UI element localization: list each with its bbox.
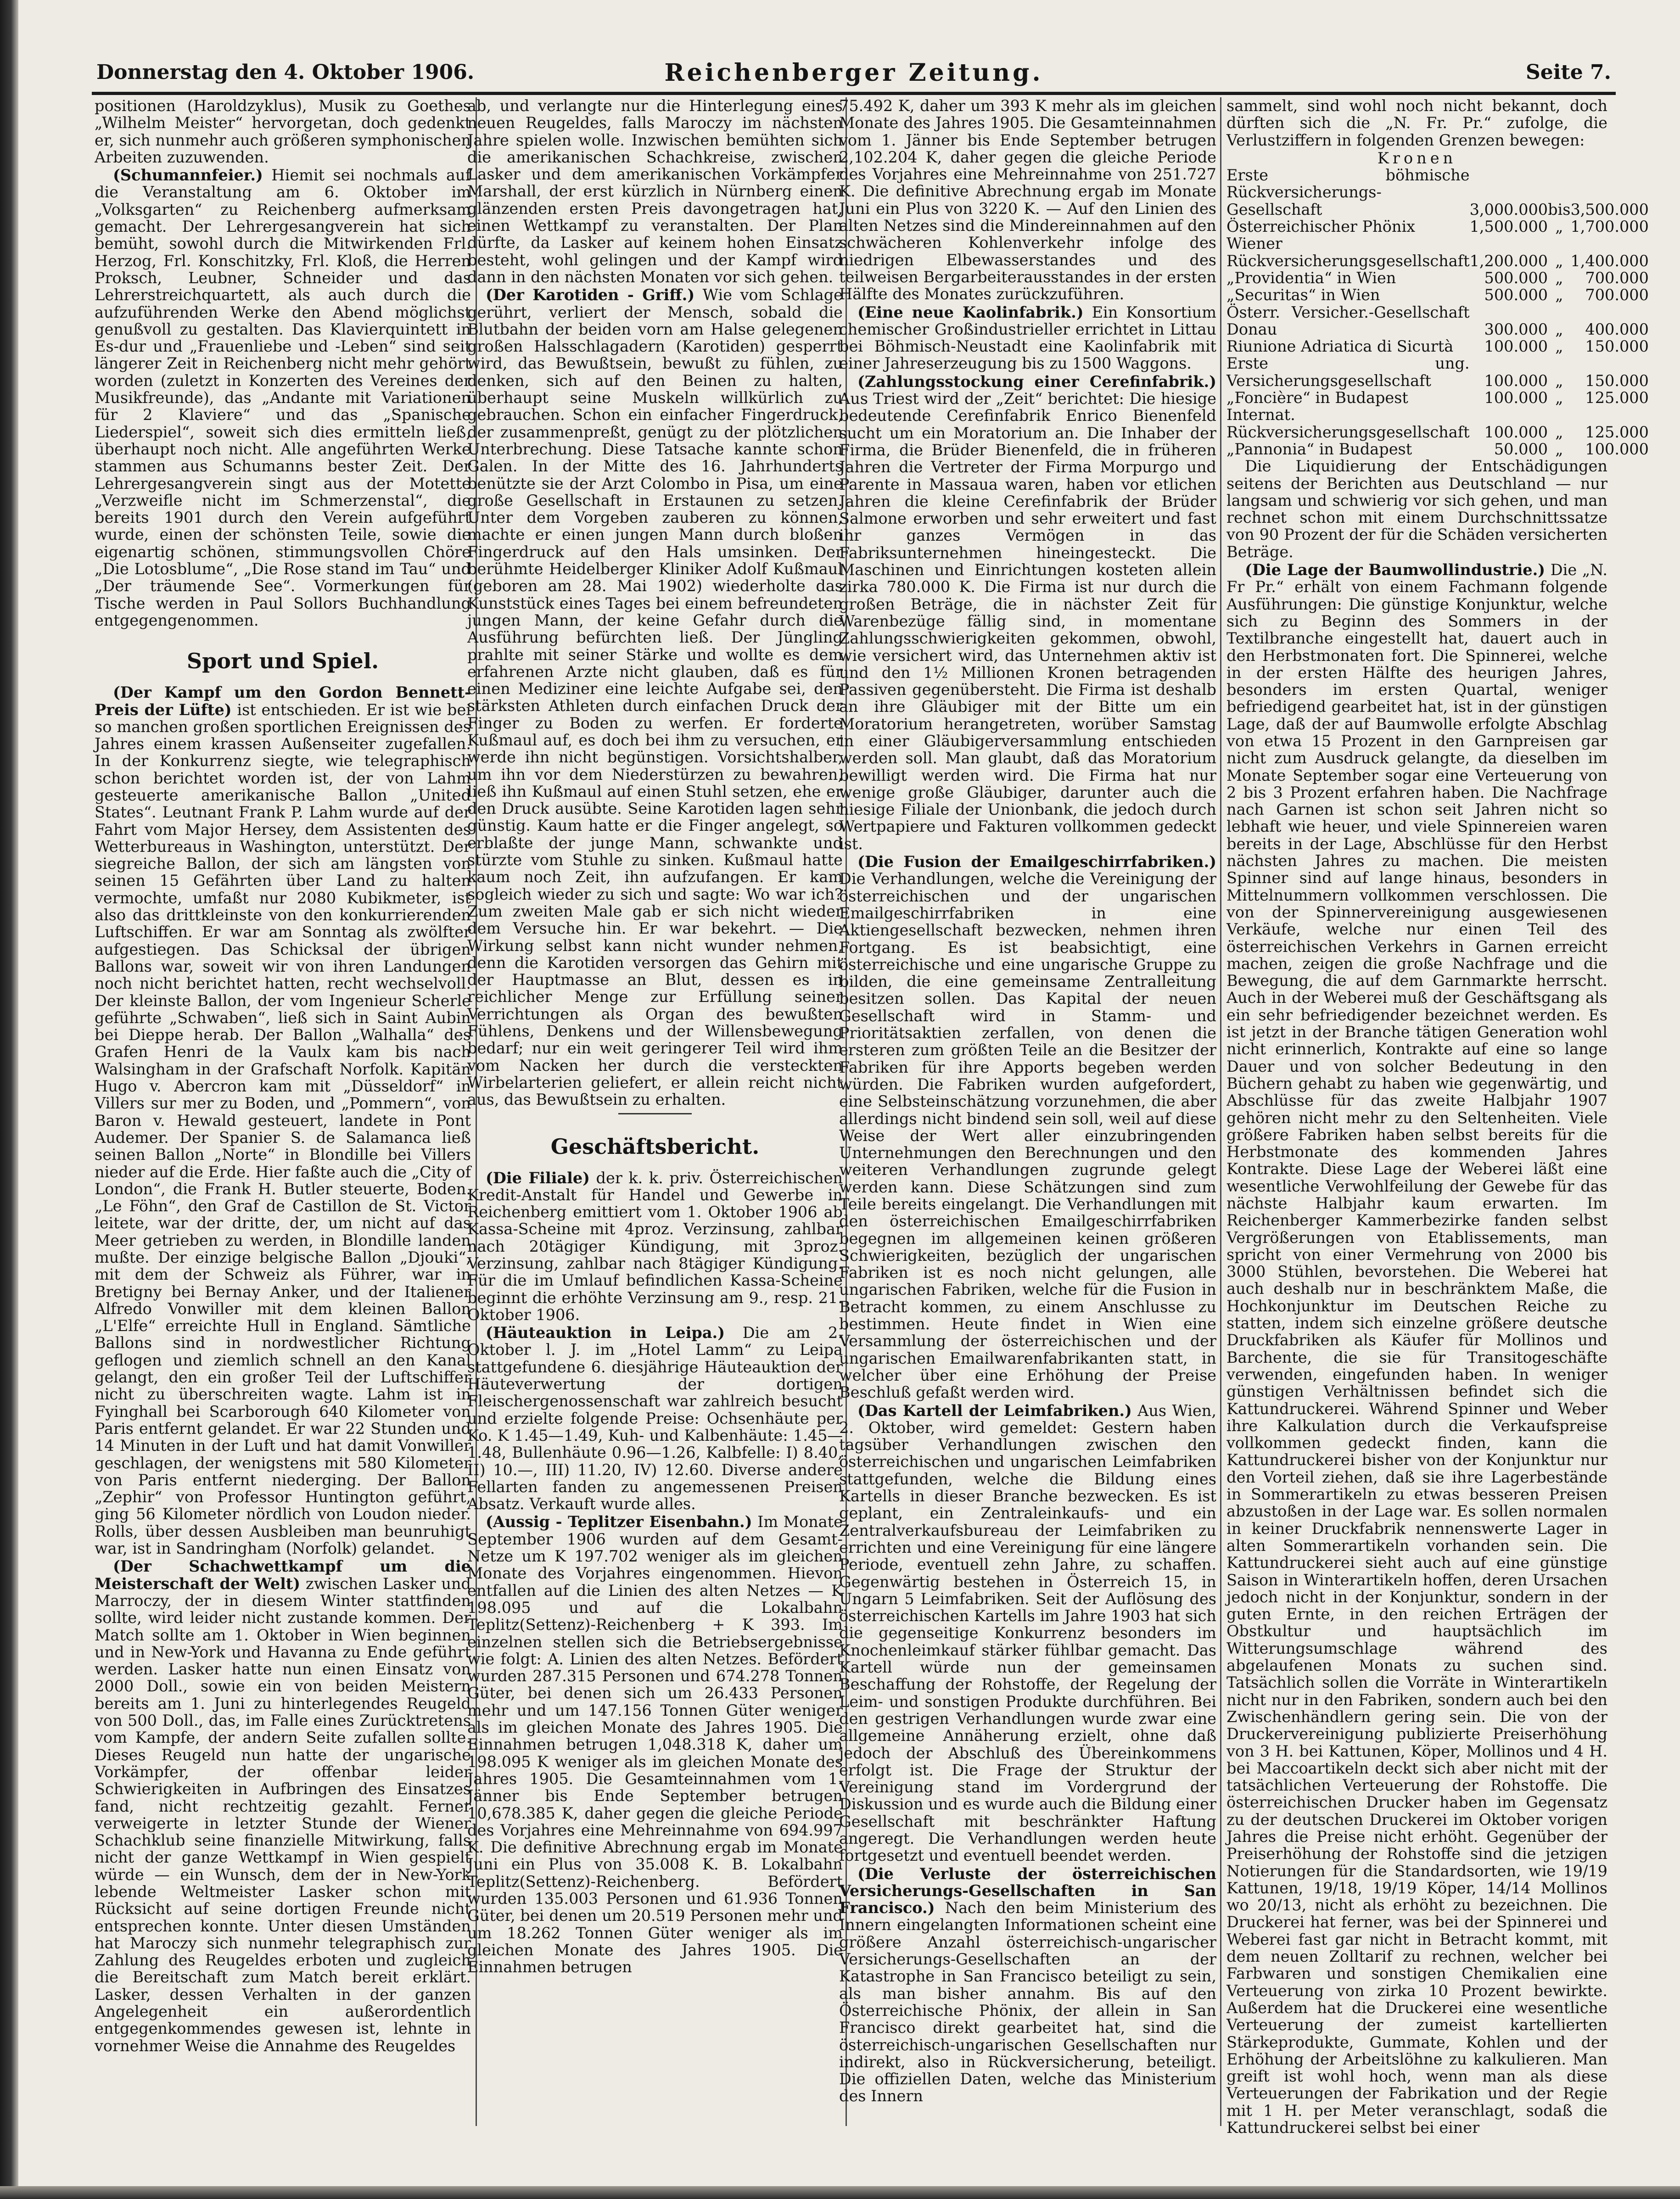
article-paragraph	[95, 1558, 471, 2054]
range-separator: „	[1555, 320, 1563, 338]
company-name: Österr. Versicher.-Gesellschaft Donau	[1226, 303, 1470, 338]
section-heading-sport: Sport und Spiel.	[186, 649, 379, 674]
table-row	[1226, 269, 1649, 286]
article-text: Hiemit sei nochmals auf die Veranstaltung am 6. Oktober im „Volksgarten“ zu Reichenberg aufmerksam gemacht. Der Lehrergesangverein hat sich bemüht, sowohl durch die Mitwirkenden Frl. Herzog, Frl. Konschitzky, Frl. Kloß, die Herren Proksch, Leubner, Schneider und das Lehrerstreichquartett, als auch durch die aufzuführenden Werke den Abend möglichst genußvoll zu gestalten. Das Klavierquintett in Es-dur und „Frauenliebe und -Leben“ sind seit längerer Zeit in Reichenberg nicht mehr gehört worden (zuletzt in Konzerten des Vereines der Musikfreunde), das „Andante mit Variationen für 2 Klaviere“ und das „Spanische Liederspiel“, soweit sich dies ermitteln ließ, überhaupt noch nicht. Alle angeführten Werke stammen aus Schumanns bester Zeit. Der Lehrergesangverein singt aus der Motette „Verzweifle nicht im Schmerzenstal“, die bereits 1901 durch den Verein aufgeführt wurde, einen der schönsten Teile, sowie die eigenartig schönen, stimmungsvollen Chöre „Die Lotosblume“, „Die Rose stand im Tau“ und „Der träumende See“. Vormerkungen für Tische werden in Paul Sollors Buchhandlung entgegengenommen.	[95, 166, 471, 629]
table-row	[1226, 441, 1649, 458]
column-2	[467, 97, 843, 2126]
separator-rule	[618, 1113, 692, 1114]
article-paragraph	[839, 373, 1216, 852]
insurance-loss-table	[1226, 167, 1649, 458]
column-4	[1226, 97, 1649, 2137]
company-name: Wiener Rückversicherungsgesellschaft	[1226, 235, 1470, 270]
table-row	[1226, 338, 1649, 355]
article-heading: (Schumannfeier.)	[113, 166, 263, 185]
table-row	[1226, 218, 1649, 235]
article-heading: (Eine neue Kaolinfabrik.)	[857, 303, 1084, 321]
company-name: Erste ung. Versicherungsgesellschaft	[1226, 354, 1470, 390]
range-separator: „	[1555, 440, 1563, 458]
column-3	[839, 97, 1216, 2126]
company-name: „Providentia“ in Wien	[1226, 269, 1396, 287]
range-separator: „	[1555, 218, 1563, 236]
table-header-kronen: Kronen	[1377, 149, 1457, 167]
scan-edge-left	[0, 0, 18, 2199]
range-separator: „	[1555, 252, 1563, 270]
loss-from: 1,500.000	[1469, 218, 1548, 236]
loss-to: 1,400.000	[1570, 252, 1649, 270]
loss-to: 100.000	[1585, 440, 1649, 458]
article-heading: (Der Kampf um den Gordon Bennett-Preis der Lüfte)	[95, 683, 471, 719]
header-rule	[92, 92, 1616, 95]
header-date: Donnerstag den 4. Oktober 1906.	[96, 61, 475, 84]
article-text: Im Monate September 1906 wurden auf dem Gesamt-Netze um K 197.702 weniger als im gleichen Monate des Vorjahres eingenommen. Hievon entfallen auf die Linien des alten Netzes — K 198.095 und auf die Lokalbahn Teplitz(Settenz)-Reichenberg + K 393. Im einzelnen stellen sich die Betriebsergebnisse wie folgt: A. Linien des alten Netzes. Befördert wurden 287.315 Personen und 674.278 Tonnen Güter, bei denen sich um 26.433 Personen mehr und um 147.156 Tonnen Güter weniger als im gleichen Monate des Jahres 1905. Die Einnahmen betrugen 1,048.318 K, daher um 198.095 K weniger als im gleichen Monate des Jahres 1905. Die Gesamteinnahmen vom 1. Jänner bis Ende September betrugen 10,678.385 K, daher gegen die gleiche Periode des Vorjahres eine Mehreinnahme von 694.997 K. Die definitive Abrechnung ergab im Monate Juni ein Plus von 35.008 K. B. Lokalbahn Teplitz(Settenz)-Reichenberg. Befördert wurden 135.003 Personen und 61.936 Tonnen Güter, bei denen um 20.519 Personen mehr und um 18.262 Tonnen Güter weniger als im gleichen Monate des Jahres 1905. Die Einnahmen betrugen	[467, 1513, 843, 1976]
column-rule	[1220, 97, 1221, 2126]
loss-to: 1,700.000	[1570, 218, 1649, 236]
loss-to: 150.000	[1585, 371, 1649, 390]
loss-to: 700.000	[1585, 286, 1649, 304]
loss-to: 700.000	[1585, 269, 1649, 287]
article-heading: (Zahlungsstockung einer Cerefinfabrik.)	[857, 372, 1216, 391]
loss-to: 125.000	[1585, 423, 1649, 441]
article-heading: (Das Kartell der Leimfabriken.)	[857, 1401, 1132, 1420]
article-paragraph	[839, 1402, 1216, 1864]
table-row	[1226, 406, 1649, 441]
article-text: sammelt, sind wohl noch nicht bekannt, doch dürften sich die „N. Fr. Pr.“ zufolge, die Verlustziffern in folgenden Grenzen bewegen:	[1226, 97, 1607, 149]
column-1	[95, 97, 471, 2126]
article-text: Die am 2. Oktober l. J. im „Hotel Lamm“ zu Leipa stattgefundene 6. diesjährige Häuteauktion der Häuteverwertung der dortigen Fleischergenossenschaft war zahlreich besucht und erzielte folgende Preise: Ochsenhäute per Ko. K 1.45—1.49, Kuh- und Kalbenhäute: 1.45—1.48, Bullenhäute 0.96—1.26, Kalbfelle: I) 8.40, II) 10.—, III) 11.20, IV) 12.60. Diverse andere Fellarten fanden zu angemessenen Preisen Absatz. Verkauft wurde alles.	[467, 1324, 843, 1513]
section-heading-business: Geschäftsbericht.	[550, 1134, 760, 1159]
article-heading: (Die Lage der Baumwollindustrie.)	[1245, 561, 1546, 579]
range-separator: „	[1555, 371, 1563, 390]
article-text: positionen (Haroldzyklus), Musik zu Goethes „Wilhelm Meister“ hervorgetan, doch gedenkt er, sich nunmehr auch größeren symphonischen Arbeiten zuzuwenden.	[95, 97, 471, 166]
article-text: Die „N. Fr Pr.“ erhält von einem Fachmann folgende Ausführungen: Die günstige Konjunktur, welche sich zu Beginn des Sommers in der Textilbranche eingestellt hat, dauert auch in den Herbstmonaten fort. Die Spinnerei, welche in der ersten Hälfte des heurigen Jahres, besonders im ersten Quartal, weniger befriedigend gearbeitet hat, ist in der günstigen Lage, daß der auf Baumwolle erfolgte Abschlag von etwa 15 Prozent in den Garnpreisen gar nicht zum Ausdruck gelangte, da dieselben im Monate September sogar eine Verteuerung von 2 bis 3 Prozent erfahren haben. Die Nachfrage nach Garnen ist schon seit Jahren nicht so lebhaft wie heuer, und viele Spinnereien waren bereits in der Lage, Abschlüsse für den Herbst nächsten Jahres zu machen. Die meisten Spinner sind auf lange hinaus, besonders in Mittelnummern vollkommen verschlossen. Die von der Spinnervereinigung ausgewiesenen Verkäufe, welche nur einen Teil des österreichischen Verkehrs in Garnen erreicht machen, zeigen die große Nachfrage und die Bewegung, die auf dem Garnmarkte herrscht. Auch in der Weberei muß der Geschäftsgang als ein sehr befriedigender bezeichnet werden. Es ist jetzt in der Branche tätigen Generation wohl nicht erinnerlich, Kontrakte auf eine so lange Dauer und von solcher Bedeutung in den Büchern gehabt zu haben wie gegenwärtig, und Abschlüsse für das zweite Halbjahr 1907 gehören nicht mehr zu den Seltenheiten. Viele größere Fabriken haben selbst bereits für die Herbstmonate des kommenden Jahres Kontrakte. Diese Lage der Weberei läßt eine wesentliche Verwohlfeilung der Gewebe für das nächste Halbjahr kaum erwarten. Im Reichenberger Kammerbezirke fanden selbst Vergrößerungen von Etablissements, man spricht von einer Vermehrung von 2000 bis 3000 Stühlen, bevorstehen. Die Weberei hat auch deshalb nur in beschränktem Maße, die Hochkonjunktur im Deutschen Reiche zu statten, indem sich einzelne größere deutsche Druckfabriken als Käufer für Mollinos und Barchente, die sie für Transitogeschäfte verwenden, eingefunden haben. In weniger günstigen Verhältnissen befindet sich die Kattundruckerei. Während Spinner und Weber ihre Kalkulation durch die Verkaufspreise vollkommen gedeckt finden, kann die Kattundruckerei bisher von der Konjunktur nur den Vorteil ziehen, daß sie ihre Lagerbestände in Sommerartikeln zu etwas besseren Preisen abzustoßen in der Lage war. Es sollen normalen in keiner Druckfabrik nennenswerte Lager in alten Sommerartikeln vorhanden sein. Die Kattundruckerei sieht auch auf eine günstige Saison in Winterartikeln hoffen, deren Ursachen jedoch nicht in der Konjunktur, sondern in der guten Ernte, in den reichen Erträgen der Obstkultur und hauptsächlich im Witterungsumschlage während des abgelaufenen Monats zu suchen sind. Tatsächlich sollen die Vorräte in Winterartikeln nicht nur in den Fabriken, sondern auch bei den Zwischenhändlern gering sein. Die von der Druckervereinigung publizierte Preiserhöhung von 3 H. bei Kattunen, Köper, Mollinos und 4 H. bei Maccoartikeln deckt sich aber nicht mit der tatsächlichen Verteuerung der Rohstoffe. Die österreichischen Drucker haben im Gegensatz zu der deutschen Druckerei im Oktober vorigen Jahres die Preise nicht erhöht. Gegenüber der Preiserhöhung der Rohstoffe sind die jetzigen Notierungen für die Standardsorten, wie 19/19 Kattunen, 19/18, 19/19 Köper, 14/14 Mollinos wo 20/13, nicht als erhöht zu bezeichnen. Die Druckerei hat ferner, was bei der Spinnerei und Weberei fast gar nicht in Betracht kommt, mit dem neuen Zolltarif zu rechnen, welcher bei Farbwaren und sonstigen Chemikalien eine Verteuerung von zirka 10 Prozent bewirkte. Außerdem hat die Druckerei eine wesentliche Verteuerung der zumeist kartellierten Stärkeprodukte, Gummate, Kohlen und der Erhöhung der Arbeitslöhne zu kalkulieren. Man greift ist wohl hoch, wenn man als diese Verteuerungen der Fabrikation und der Regie mit 1 H. per Meter veranschlagt, sodaß die Kattundruckerei selbst bei einer	[1226, 561, 1607, 2137]
loss-from: 100.000	[1484, 423, 1548, 441]
article-text: ist entschieden. Er ist wie bei so manchen großen sportlichen Ereignissen des Jahres einem krassen Außenseiter zugefallen. In der Konkurrenz siegte, wie telegraphisch schon berichtet worden ist, der von Lahm gesteuerte amerikanische Ballon „United States“. Leutnant Frank P. Lahm wurde auf der Fahrt vom Major Hersey, dem Assistenten des Wetterbureaus in Washington, unterstützt. Der siegreiche Ballon, der sich am längsten von seinen 15 Gefährten über Land zu halten vermochte, umfaßt nur 2080 Kubikmeter, ist also das drittkleinste von den konkurrierenden Luftschiffen. Er war am Sonntag als zwölfter aufgestiegen. Das Schicksal der übrigen Ballons war, soweit wir von ihren Landungen noch nicht berichtet hatten, recht wechselvoll. Der kleinste Ballon, der vom Ingenieur Scherle geführte „Schwaben“, ließ sich in Saint Aubin bei Dieppe herab. Der Ballon „Walhalla“ des Grafen Henri de la Vaulx kam bis nach Walsingham in der Grafschaft Norfolk. Kapitän Hugo v. Abercron kam mit „Düsseldorf“ in Villers sur mer zu Boden, und „Pommern“, von Baron v. Hewald gesteuert, landete in Pont Audemer. Der Spanier S. de Salamanca ließ seinen Ballon „Norte“ in Blondille bei Villers nieder auf die Erde. Hier faßte auch die „City of London“, die Frank H. Butler steuerte, Boden. „Le Föhn“, den Graf de Castillon de St. Victor leitete, war der dritte, der, um nicht auf das Meer getrieben zu werden, in Blondille landen mußte. Der einzige belgische Ballon „Djouki“, mit dem der Schweiz als Führer, war in Bretigny bei Bernay Anker, und der Italiener Alfredo Vonwiller mit dem kleinen Ballon „L'Elfe“ erreichte Hull in England. Sämtliche Ballons sind in nordwestlicher Richtung geflogen und ziemlich schnell an den Kanal gelangt, den ein großer Teil der Luftschiffer nicht zu überschreiten wagte. Lahm ist in Fyinghall bei Scarborough 640 Kilometer von Paris entfernt gelandet. Er war 22 Stunden und 14 Minuten in der Luft und hat damit Vonwiller geschlagen, der wenigstens mit 580 Kilometer von Paris entfernt niederging. Der Ballon „Zephir“ von Professor Huntington geführt, ging 56 Kilometer nördlich von Loudon nieder. Rolls, über dessen Ausbleiben man beunruhigt war, ist in Sandringham (Norfolk) gelandet.	[95, 700, 471, 1558]
article-text: 75.492 K, daher um 393 K mehr als im gleichen Monate des Jahres 1905. Die Gesamteinnahmen vom 1. Jänner bis Ende September betrugen 2,102.204 K, daher gegen die gleiche Periode des Vorjahres eine Mehreinnahme von 251.727 K. Die definitive Abrechnung ergab im Monate Juni ein Plus von 3220 K. — Auf den Linien des alten Netzes sind die Mindereinnahmen auf den schwächeren Kohlenverkehr infolge des niedrigen Elbewasserstandes und des teilweisen Bergarbeiterausstandes in der ersten Hälfte des Monates zurückzuführen.	[839, 97, 1216, 303]
newspaper-title: Reichenberger Zeitung.	[664, 59, 1043, 87]
loss-to: 125.000	[1585, 389, 1649, 407]
article-heading: (Häuteauktion in Leipa.)	[486, 1324, 725, 1342]
article-text: Die Liquidierung der Entschädigungen seitens der Berichten aus Deutschland — nur langsam und schwierig vor sich gehen, und man rechnet schon mit einem Durchschnittssatze von 90 Prozent der für die Schäden versicherten Beträge.	[1226, 457, 1607, 561]
table-row	[1226, 286, 1649, 303]
article-text: Aus Triest wird der „Zeit“ berichtet: Die hiesige bedeutende Cerefinfabrik Enrico Bienenfeld sucht um ein Moratorium an. Die Inhaber der Firma, die Brüder Bienenfeld, die in früheren Jahren die Vertreter der Firma Morpurgo und Parente in Massaua waren, haben vor etlichen Jahren die kleine Cerefinfabrik der Brüder Salmone erworben und sehr erweitert und fast ihr ganzes Vermögen in das Fabriksunternehmen hineingesteckt. Die Maschinen und Einrichtungen kosteten allein zirka 780.000 K. Die Firma ist nur durch die großen Beträge, die in nächster Zeit für Warenbezüge fällig sind, in momentane Zahlungsschwierigkeiten gekommen, obwohl, wie versichert wird, das Unternehmen aktiv ist und den 1½ Millionen Kronen betragenden Passiven gegenübersteht. Die Firma ist deshalb an ihre Gläubiger mit der Bitte um ein Moratorium herangetreten, worüber Samstag in einer Gläubigerversammlung entschieden werden soll. Man glaubt, daß das Moratorium bewilligt werden wird. Die Firma hat nur wenige große Gläubiger, darunter auch die hiesige Filiale der Unionbank, die jedoch durch Wertpapiere und Fakturen vollkommen gedeckt ist.	[839, 390, 1216, 853]
loss-from: 100.000	[1484, 389, 1548, 407]
range-separator: „	[1555, 423, 1563, 441]
table-row	[1226, 355, 1649, 389]
article-paragraph	[467, 1169, 843, 1324]
range-separator: „	[1555, 269, 1563, 287]
company-name: „Foncière“ in Budapest	[1226, 389, 1408, 407]
company-name: Internat. Rückversicherungsgesellschaft	[1226, 406, 1470, 441]
article-paragraph	[467, 286, 843, 1108]
loss-from: 3,000.000	[1469, 200, 1548, 218]
company-name: „Securitas“ in Wien	[1226, 286, 1380, 304]
loss-from: 100.000	[1484, 371, 1548, 390]
loss-to: 400.000	[1585, 320, 1649, 338]
range-separator: „	[1555, 337, 1563, 356]
loss-from: 100.000	[1484, 337, 1548, 356]
range-separator: bis	[1548, 200, 1571, 218]
article-text: Ein Konsortium chemischer Großindustrieller errichtet in Littau bei Böhmisch-Neustadt eine Kaolinfabrik mit einer Jahreserzeugung bis zu 1500 Waggons.	[839, 303, 1216, 373]
loss-to: 150.000	[1585, 337, 1649, 356]
company-name: „Pannonia“ in Budapest	[1226, 440, 1412, 458]
page-header	[96, 59, 1611, 95]
article-paragraph	[467, 1513, 843, 1975]
table-row	[1226, 304, 1649, 338]
loss-from: 500.000	[1484, 286, 1548, 304]
company-name: Riunione Adriatica di Sicurtà	[1226, 337, 1454, 356]
article-heading: (Die Verluste der österreichischen Versicherungs-Gesellschaften in San Francisco.)	[839, 1864, 1216, 1917]
loss-from: 300.000	[1484, 320, 1548, 338]
article-heading: (Der Schachwettkampf um die Meisterschaft der Welt)	[95, 1557, 471, 1593]
table-row	[1226, 389, 1649, 406]
loss-from: 500.000	[1484, 269, 1548, 287]
article-paragraph	[1226, 561, 1607, 2136]
page-number: Seite 7.	[1525, 61, 1611, 84]
article-paragraph	[839, 853, 1216, 1401]
article-text: Die Verhandlungen, welche die Vereinigung der österreichischen und der ungarischen Emailgeschirrfabriken in eine Aktiengesellschaft bezwecken, nehmen ihren Fortgang. Es ist beabsichtigt, eine österreichische und eine ungarische Gruppe zu bilden, die eine gemeinsame Zentralleitung besitzen sollen. Das Kapital der neuen Gesellschaft wird in Stamm- und Prioritätsaktien zerfallen, von denen die ersteren zum größten Teile an die Besitzer der Fabriken für ihre Apports begeben werden würden. Die Fabriken wurden aufgefordert, eine Selbsteinschätzung vorzunehmen, die aber allerdings nicht bindend sein soll, weil auf diese Weise der Wert aller einzubringenden Unternehmungen den Berechnungen und den weiteren Verhandlungen zugrunde gelegt werden kann. Diese Schätzungen sind zum Teile bereits eingelangt. Die Verhandlungen mit den österreichischen Emailgeschirrfabriken begegnen im allgemeinen keinen größeren Schwierigkeiten, bezüglich der ungarischen Fabriken ist es noch nicht gelungen, alle ungarischen Fabriken, welche für die Fusion in Betracht kommen, zu einem Anschlusse zu bestimmen. Heute findet in Wien eine Versammlung der österreichischen und der ungarischen Emailwarenfabrikanten statt, in welcher über eine Erhöhung der Preise Beschluß gefaßt werden wird.	[839, 870, 1216, 1402]
article-paragraph	[95, 684, 471, 1557]
article-heading: (Die Fusion der Emailgeschirrfabriken.)	[857, 853, 1216, 871]
scan-edge-bottom	[0, 2186, 1680, 2199]
article-heading: (Die Filiale)	[486, 1169, 590, 1187]
article-paragraph	[467, 1324, 843, 1512]
article-text: der k. k. priv. Österreichischen Kredit-Anstalt für Handel und Gewerbe in Reichenberg emittiert vom 1. Oktober 1906 ab Kassa-Scheine mit 4proz. Verzinsung, zahlbar nach 20tägiger Kündigung, mit 3proz. Verzinsung, zahlbar nach 8tägiger Kündigung. Für die im Umlauf befindlichen Kassa-Scheine beginnt die erhöhte Verzinsung am 9., resp. 21. Oktober 1906.	[467, 1169, 843, 1324]
article-paragraph	[839, 1865, 1216, 2105]
article-paragraph	[95, 167, 471, 629]
company-name: Erste böhmische Rückversicherungs-Gesellschaft	[1226, 166, 1470, 218]
article-text: Nach den beim Ministerium des Innern eingelangten Informationen scheint eine größere Anzahl österreichisch-ungarischer Versicherungs-Gesellschaften an der Katastrophe in San Francisco beteiligt zu sein, als man bisher annahm. Bis auf den Österreichische Phönix, der allein in San Francisco direkt gearbeitet hat, sind die österreichisch-ungarischen Gesellschaften nur indirekt, also in Rückversicherung, beteiligt. Die offiziellen Daten, welche das Ministerium des Innern	[839, 1899, 1216, 2105]
loss-from: 1,200.000	[1469, 252, 1548, 270]
article-text: ab, und verlangte nur die Hinterlegung eines neuen Reugeldes, falls Maroczy im nächsten Jahre spielen wolle. Inzwischen bemühten sich die amerikanischen Schachkreise, zwischen Lasker und dem amerikanischen Vorkämpfer Marshall, der erst kürzlich in Nürnberg einen glänzenden ersten Preis davongetragen hat, einen Wettkampf zu veranstalten. Der Plan dürfte, da Lasker auf keinem hohen Einsatz besteht, wohl gelingen und der Kampf wird dann in den nächsten Monaten vor sich gehen.	[467, 97, 843, 286]
range-separator: „	[1555, 389, 1563, 407]
article-paragraph	[839, 304, 1216, 372]
article-text: Aus Wien, 2. Oktober, wird gemeldet: Gestern haben tagsüber Verhandlungen zwischen den österreichischen und ungarischen Leimfabriken stattgefunden, welche die Bildung eines Kartells in dieser Branche bezwecken. Es ist geplant, ein Zentraleinkaufs- und ein Zentralverkaufsbureau der Leimfabriken zu errichten und eine Vereinigung für eine längere Periode, eventuell zehn Jahre, zu schaffen. Gegenwärtig bestehen in Österreich 15, in Ungarn 5 Leimfabriken. Seit der Auflösung des österreichischen Kartells im Jahre 1903 hat sich die gegenseitige Konkurrenz besonders im Knochenleimkauf stärker fühlbar gemacht. Das Kartell würde nun der gemeinsamen Beschaffung der Rohstoffe, der Regelung der Leim- und sonstigen Produkte durchführen. Bei den gestrigen Verhandlungen wurde zwar eine allgemeine Annäherung erzielt, ohne daß jedoch der Abschluß des Übereinkommens erfolgt ist. Die Frage der Struktur der Vereinigung stand im Vordergrund der Diskussion und es wurde auch die Bildung einer Gesellschaft mit beschränkter Haftung angeregt. Die Verhandlungen werden heute fortgesetzt und eventuell beendet werden.	[839, 1401, 1216, 1865]
table-row	[1226, 167, 1649, 218]
article-text: Wie vom Schlage gerührt, verliert der Mensch, sobald die Blutbahn der beiden vorn am Halse gelegenen großen Halsschlagadern (Karotiden) gesperrt wird, das Bewußtsein, bewußt zu fühlen, zu denken, sich auf den Beinen zu halten, überhaupt seine Muskeln willkürlich zu gebrauchen. Schon ein einfacher Fingerdruck, der zusammenpreßt, genügt zu der plötzlichen Unterbrechung. Diese Tatsache kannte schon Galen. In der Mitte des 16. Jahrhunderts benützte sie der Arzt Colombo in Pisa, um eine große Gesellschaft in Erstaunen zu setzen. Unter dem Vorgeben zauberen zu können, machte er einen jungen Mann durch bloßen Fingerdruck auf den Hals umsinken. Der berühmte Heidelberger Kliniker Adolf Kußmaul (geboren am 28. Mai 1902) wiederholte das Kunststück eines Tages bei einem befreundeten jungen Mann, der keine Gefahr durch die Ausführung befürchten ließ. Der Jüngling prahlte mit seiner Stärke und wollte es dem erfahrenen Arzte nicht glauben, daß es für einen Mediziner eine leichte Aufgabe sei, den stärksten Athleten durch einfachen Druck der Finger zu Boden zu werfen. Er forderte Kußmaul auf, es doch bei ihm zu versuchen, er werde ihn nicht begünstigen. Vorsichtshalber, um ihn vor dem Niederstürzen zu bewahren, ließ ihn Kußmaul auf einen Stuhl setzen, ehe er den Druck ausübte. Seine Karotiden lagen sehr günstig. Kaum hatte er die Finger angelegt, so erblaßte der junge Mann, schwankte und stürzte vom Stuhle zu sinken. Kußmaul hatte kaum noch Zeit, ihn aufzufangen. Er kam sogleich wieder zu sich und sagte: Wo war ich? Zum zweiten Male gab er sich nicht wieder dem Versuche hin. Er war bekehrt. — Die Wirkung selbst kann nicht wunder nehmen, denn die Karotiden versorgen das Gehirn mit der Hauptmasse an Blut, dessen es in reichlicher Menge zur Erfüllung seiner Verrichtungen als Organ des bewußten Fühlens, Denkens und der Willensbewegung bedarf; nur ein weit geringerer Teil wird ihm vom Nacken her durch die versteckten Wirbelarterien geliefert, er allein reicht nicht aus, das Bewußtsein zu erhalten.	[467, 286, 843, 1109]
article-heading: (Der Karotiden - Griff.)	[486, 286, 695, 304]
range-separator: „	[1555, 286, 1563, 304]
loss-to: 3,500.000	[1570, 200, 1649, 218]
table-row	[1226, 235, 1649, 269]
loss-from: 50.000	[1494, 440, 1548, 458]
article-heading: (Aussig - Teplitzer Eisenbahn.)	[486, 1513, 752, 1531]
article-text: zwischen Lasker und Marroczy, der in diesem Winter stattfinden sollte, wird leider nicht zustande kommen. Der Match sollte am 1. Oktober in Wien beginnen und in New-York und Havanna zu Ende geführt werden. Lasker hatte nun einen Einsatz von 2000 Doll., sowie ein von beiden Meistern bereits am 1. Juni zu hinterlegendes Reugeld von 500 Doll., das, im Falle eines Zurücktretens vom Kampfe, der andern Seite zufallen sollte. Dieses Reugeld nun hatte der ungarische Vorkämpfer, der offenbar leider Schwierigkeiten in Aufbringen des Einsatzes fand, nicht rechtzeitig gezahlt. Ferner verweigerte in letzter Stunde der Wiener Schachklub seine finanzielle Mitwirkung, falls nicht der ganze Wettkampf in Wien gespielt würde — ein Wunsch, dem der in New-York lebende Weltmeister Lasker schon mit Rücksicht auf seine dortigen Freunde nicht entsprechen konnte. Unter diesen Umständen hat Maroczy sich nunmehr telegraphisch zur Zahlung des Reugeldes erboten und zugleich die Bereitschaft zum Match bereit erklärt. Lasker, dessen Verhalten in der ganzen Angelegenheit ein außerordentlich entgegenkommendes gewesen ist, lehnte in vornehmer Weise die Annahme des Reugeldes	[95, 1574, 471, 2055]
company-name: Österreichischer Phönix	[1226, 218, 1416, 236]
